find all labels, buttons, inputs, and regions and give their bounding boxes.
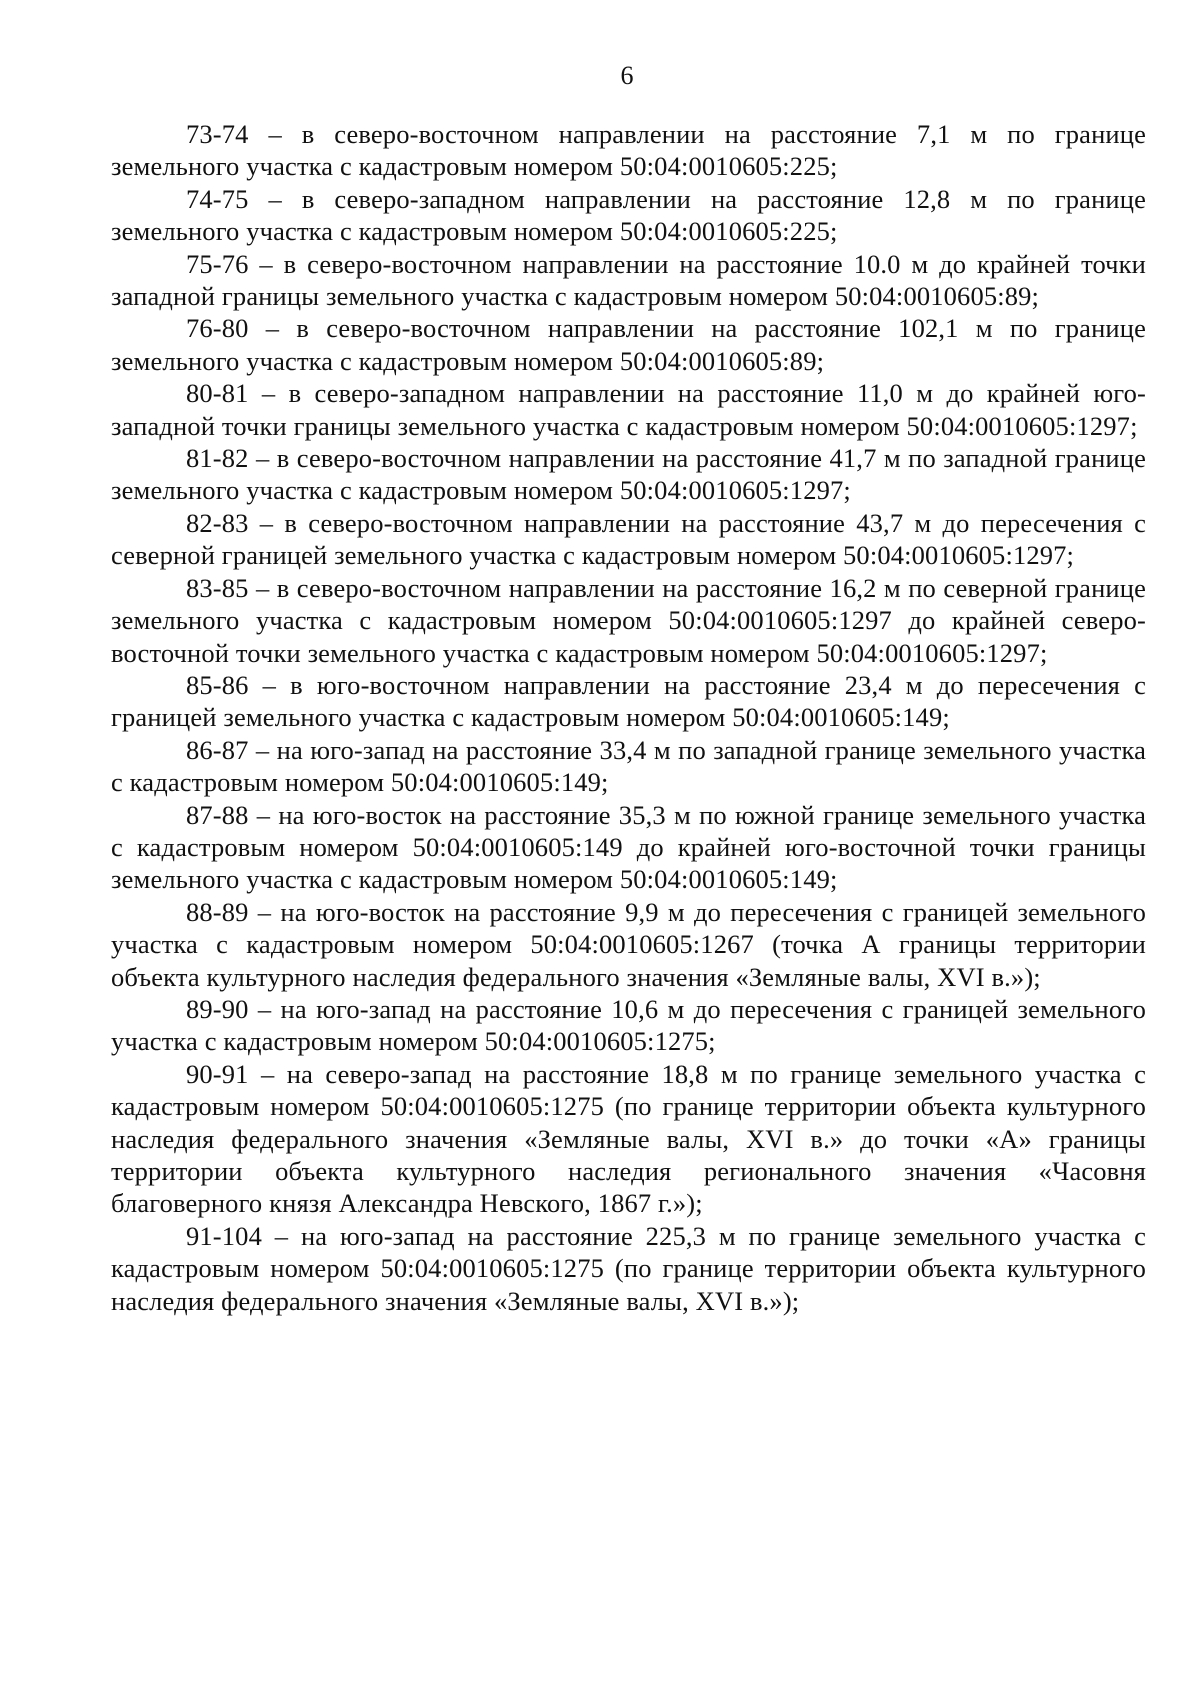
boundary-segment-90-91: 90-91 – на северо-запад на расстояние 18,8 м по границе земельного участка с кадастровым номером 50:04:0010605:1275 (по границе территории объекта культурного наследия федерального значения «Земляные валы, XVI в.» до точки «А» границы территории объекта культурного наследия регионального значения «Часовня благоверного князя Александра Невского, 1867 г.»);: [111, 1058, 1146, 1219]
boundary-segment-81-82: 81-82 – в северо-восточном направлении на расстояние 41,7 м по западной границе земельного участка с кадастровым номером 50:04:0010605:1297;: [111, 443, 1146, 506]
boundary-segment-75-76: 75-76 – в северо-восточном направлении на расстояние 10.0 м до крайней точки западной границы земельного участка с кадастровым номером 50:04:0010605:89;: [111, 248, 1146, 312]
boundary-segment-82-83: 82-83 – в северо-восточном направлении на расстояние 43,7 м до пересечения с северной границей земельного участка с кадастровым номером 50:04:0010605:1297;: [111, 507, 1146, 571]
boundary-segment-88-89: 88-89 – на юго-восток на расстояние 9,9 м до пересечения с границей земельного участка с кадастровым номером 50:04:0010605:1267 (точка А границы территории объекта культурного наследия федерального значения «Земляные валы, XVI в.»);: [111, 896, 1146, 992]
boundary-segment-87-88: 87-88 – на юго-восток на расстояние 35,3 м по южной границе земельного участка с кадастровым номером 50:04:0010605:149 до крайней юго-восточной точки границы земельного участка с кадастровым номером 50:04:0010605:149;: [111, 799, 1146, 895]
boundary-segment-86-87: 86-87 – на юго-запад на расстояние 33,4 м по западной границе земельного участка с кадастровым номером 50:04:0010605:149;: [111, 734, 1146, 798]
boundary-segment-80-81: 80-81 – в северо-западном направлении на расстояние 11,0 м до крайней юго-западной точки границы земельного участка с кадастровым номером 50:04:0010605:1297;: [111, 378, 1146, 441]
boundary-segment-74-75: 74-75 – в северо-западном направлении на расстояние 12,8 м по границе земельного участка с кадастровым номером 50:04:0010605:225;: [111, 183, 1146, 247]
boundary-segment-76-80: 76-80 – в северо-восточном направлении на расстояние 102,1 м по границе земельного участка с кадастровым номером 50:04:0010605:89;: [111, 313, 1146, 376]
page-number: 6: [620, 61, 634, 90]
boundary-segment-73-74: 73-74 – в северо-восточном направлении на расстояние 7,1 м по границе земельного участка с кадастровым номером 50:04:0010605:225;: [111, 119, 1146, 182]
boundary-segment-83-85: 83-85 – в северо-восточном направлении на расстояние 16,2 м по северной границе земельного участка с кадастровым номером 50:04:0010605:1297 до крайней северо-восточной точки земельного участка с кадастровым номером 50:04:0010605:1297;: [111, 572, 1146, 668]
boundary-segment-85-86: 85-86 – в юго-восточном направлении на расстояние 23,4 м до пересечения с границей земельного участка с кадастровым номером 50:04:0010605:149;: [111, 669, 1146, 733]
boundary-segment-91-104: 91-104 – на юго-запад на расстояние 225,3 м по границе земельного участка с кадастровым номером 50:04:0010605:1275 (по границе территории объекта культурного наследия федерального значения «Земляные валы, XVI в.»);: [111, 1220, 1146, 1316]
boundary-segment-89-90: 89-90 – на юго-запад на расстояние 10,6 м до пересечения с границей земельного участка с кадастровым номером 50:04:0010605:1275;: [111, 993, 1146, 1057]
document-body: [111, 118, 1146, 1317]
